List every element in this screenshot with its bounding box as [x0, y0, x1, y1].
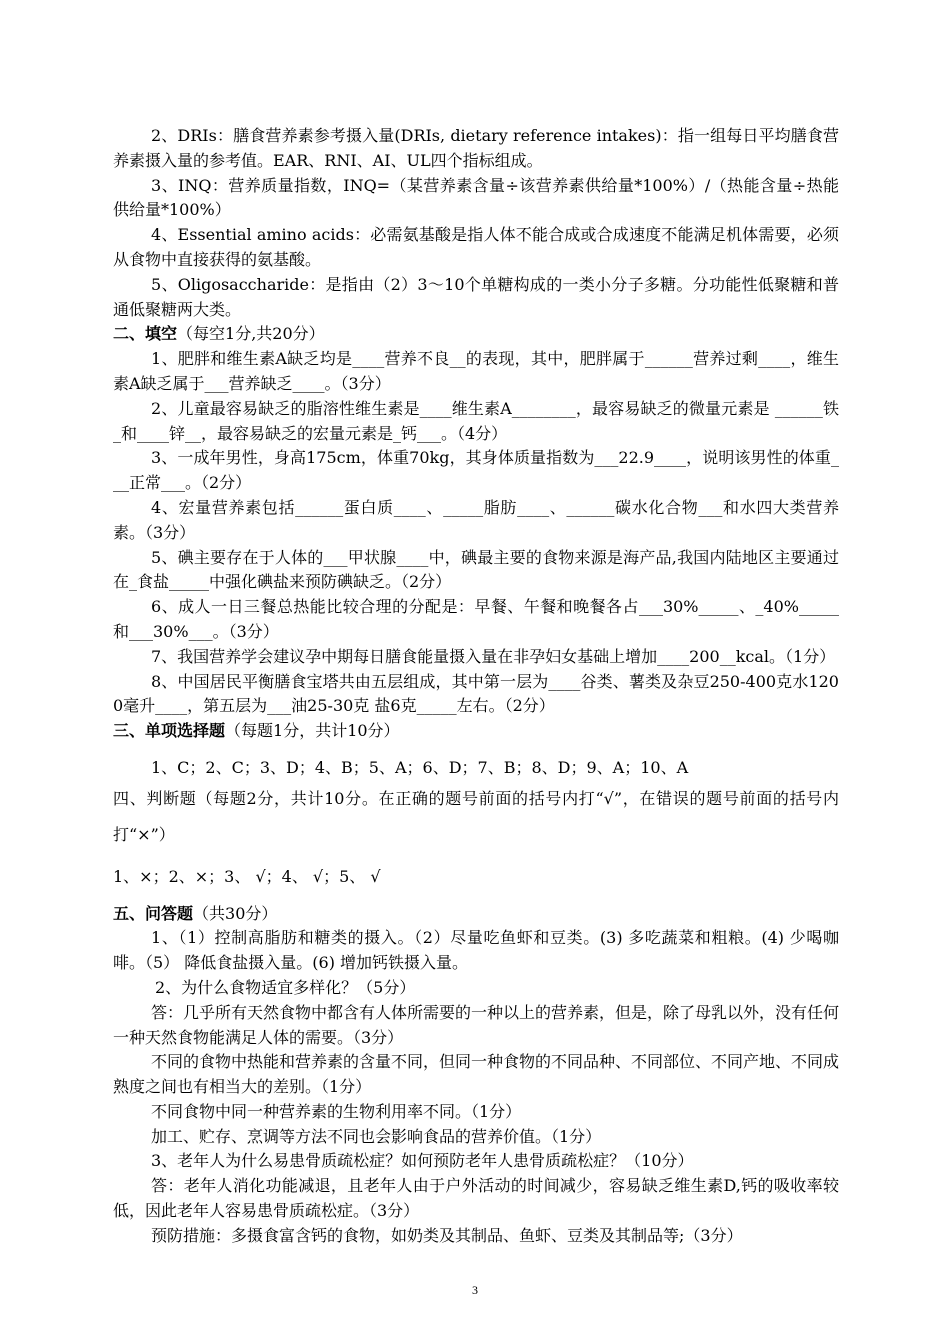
qa-answer-3-prevention: 预防措施：多摄食富含钙的食物，如奶类及其制品、鱼虾、豆类及其制品等;（3分）: [151, 1225, 743, 1245]
fill-blank-item-8: 8、中国居民平衡膳食宝塔共由五层组成，其中第一层为____谷类、薯类及杂豆250-400克水1200毫升____，第五层为___油25-30克 盐6克_____左右。（2分）: [113, 671, 839, 716]
qa-answer-3-main: 答：老年人消化功能减退，且老年人由于户外活动的时间减少，容易缺乏维生素D,钙的吸收率较低，因此老年人容易患骨质疏松症。（3分）: [113, 1176, 839, 1221]
choice-answers: 1、C；2、C；3、D；4、B；5、A；6、D；7、B；8、D；9、A；10、A: [151, 757, 689, 777]
page-number: 3: [472, 1283, 478, 1297]
section-3-heading: [113, 719, 839, 744]
definition-item-2: 2、DRIs：膳食营养素参考摄入量(DRIs, dietary reference intakes)：指一组每日平均膳食营养素摄入量的参考值。EAR、RNI、AI、UL四个指标组成。: [113, 126, 839, 170]
fill-blank-item-2: 2、儿童最容易缺乏的脂溶性维生素是____维生素A________，最容易缺乏的微量元素是 ______铁_和____锌__，最容易缺乏的宏量元素是_钙___。（4分）: [113, 398, 839, 443]
section-3-title: 三、单项选择题: [113, 721, 226, 741]
section-3-note: （每题1分，共计10分）: [225, 721, 400, 741]
definition-item-4: 4、Essential amino acids：必需氨基酸是指人体不能合成或合成速度不能满足机体需要，必须从食物中直接获得的氨基酸。: [113, 225, 839, 269]
document-page: [113, 124, 839, 1249]
section-2-note: （每空1分,共20分）: [177, 324, 325, 344]
section-2-heading: [113, 322, 839, 347]
qa-answer-2-point-b: 不同食物中同一种营养素的生物利用率不同。（1分）: [151, 1101, 522, 1121]
fill-blank-item-3: 3、一成年男性，身高175cm，体重70kg，其身体质量指数为___22.9____，说明该男性的体重___正常___。（2分）: [113, 448, 839, 493]
qa-answer-2-point-a: 不同的食物中热能和营养素的含量不同，但同一种食物的不同品种、不同部位、不同产地、不同成熟度之间也有相当大的差别。（1分）: [113, 1052, 840, 1097]
section-5-note: （共30分）: [193, 903, 278, 923]
fill-blank-item-6: 6、成人一日三餐总热能比较合理的分配是：早餐、午餐和晚餐各占___30%_____、_40%_____和___30%___。（3分）: [113, 597, 839, 641]
section-2-title: 二、填空: [113, 324, 178, 344]
qa-answer-1: 1、（1）控制高脂肪和糖类的摄入。（2）尽量吃鱼虾和豆类。(3) 多吃蔬菜和粗粮。(4) 少喝咖啡。（5） 降低食盐摄入量。(6) 增加钙铁摄入量。: [113, 928, 839, 973]
fill-blank-item-4: 4、宏量营养素包括______蛋白质____、_____脂肪____、______碳水化合物___和水四大类营养素。（3分）: [113, 497, 839, 542]
fill-blank-item-7: 7、我国营养学会建议孕中期每日膳食能量摄入量在非孕妇女基础上增加____200__kcal。（1分）: [151, 646, 836, 666]
section-4-heading: 四、判断题（每题2分，共计10分。在正确的题号前面的括号内打“√”，在错误的题号前面的括号内打“×”）: [113, 788, 839, 844]
fill-blank-item-1: 1、肥胖和维生素A缺乏均是____营养不良__的表现，其中，肥胖属于______营养过剩____，维生素A缺乏属于___营养缺乏____。（3分）: [113, 349, 839, 393]
qa-question-2: 2、为什么食物适宜多样化？（5分）: [155, 977, 416, 997]
definition-item-5: 5、Oligosaccharide：是指由（2）3～10个单糖构成的一类小分子多糖。分功能性低聚糖和普通低聚糖两大类。: [113, 274, 839, 319]
section-5-heading: [113, 902, 839, 927]
qa-question-3: 3、老年人为什么易患骨质疏松症？如何预防老年人患骨质疏松症？（10分）: [151, 1151, 694, 1171]
judgement-answers: 1、×；2、×；3、 √；4、 √；5、 √: [113, 866, 381, 886]
definition-item-3: 3、INQ：营养质量指数，INQ=（某营养素含量÷该营养素供给量*100%）/（热能含量÷热能供给量*100%）: [113, 175, 839, 220]
qa-answer-2-point-c: 加工、贮存、烹调等方法不同也会影响食品的营养价值。（1分）: [151, 1126, 602, 1146]
qa-answer-2-main: 答：几乎所有天然食物中都含有人体所需要的一种以上的营养素，但是，除了母乳以外，没有任何一种天然食物能满足人体的需要。（3分）: [113, 1002, 840, 1047]
fill-blank-item-5: 5、碘主要存在于人体的___甲状腺____中，碘最主要的食物来源是海产品,我国内陆地区主要通过在_食盐_____中强化碘盐来预防碘缺乏。（2分）: [113, 547, 839, 592]
section-5-title: 五、问答题: [113, 903, 194, 923]
